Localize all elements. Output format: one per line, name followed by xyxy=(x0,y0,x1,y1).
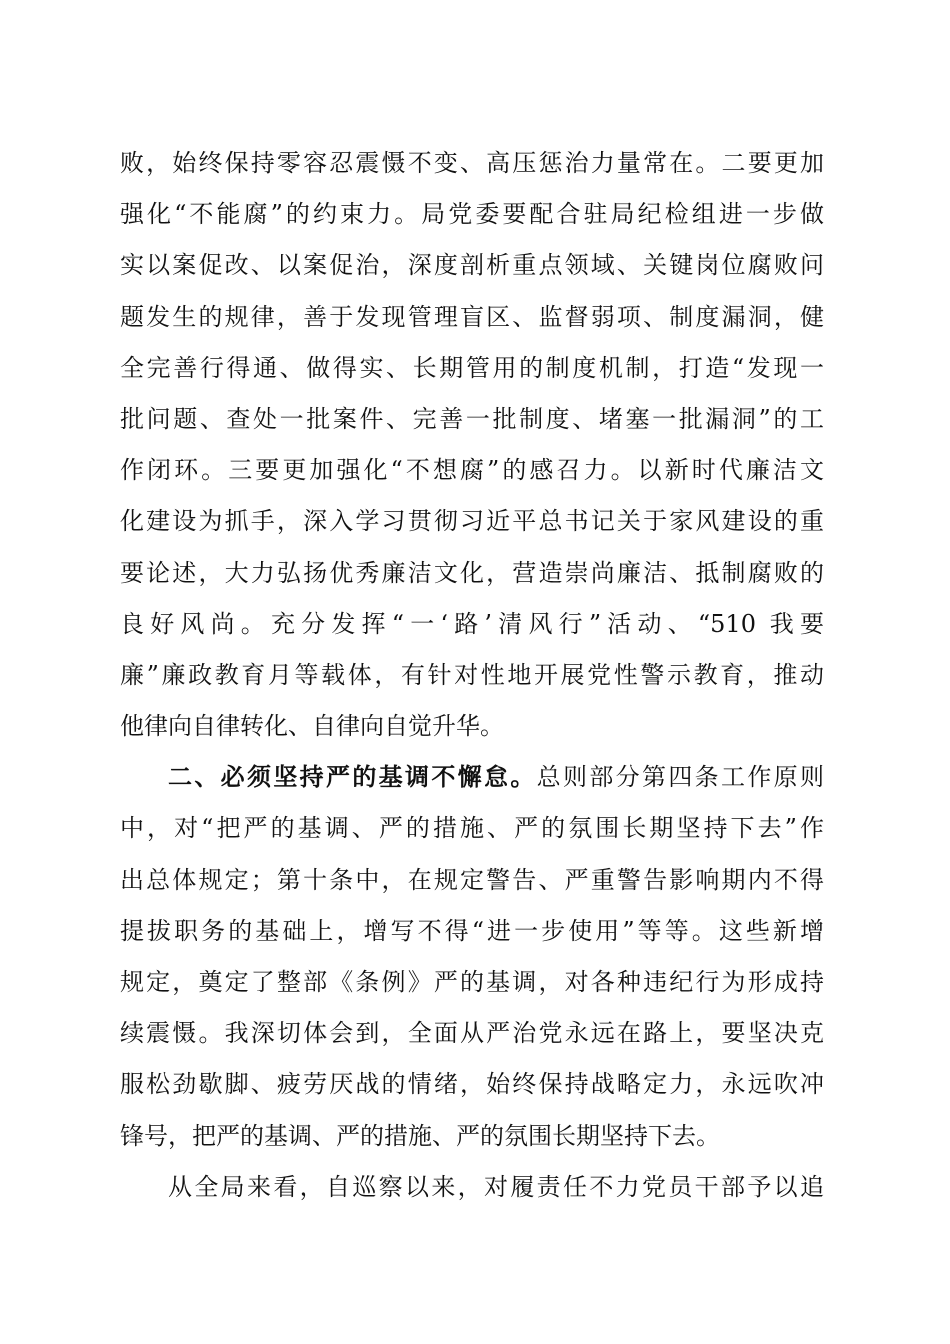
text-line: 全完善行得通、做得实、长期管用的制度机制，打造“发现一 xyxy=(120,353,824,382)
text-line: 败，始终保持零容忍震慑不变、高压惩治力量常在。二要更加 xyxy=(120,149,824,177)
text-line: 提拔职务的基础上，增写不得“进一步使用”等等。这些新增 xyxy=(120,916,824,945)
last-paragraph-line: 从全局来看，自巡察以来，对履责任不力党员干部予以追 xyxy=(168,1172,824,1201)
text-line: 续震慑。我深切体会到，全面从严治党永远在路上，要坚决克 xyxy=(120,1019,824,1048)
text-line: 强化“不能腐”的约束力。局党委要配合驻局纪检组进一步做 xyxy=(120,200,824,229)
text-line: 出总体规定；第十条中，在规定警告、严重警告影响期内不得 xyxy=(120,865,824,894)
section-2-first-line xyxy=(120,752,824,803)
text-line: 锋号，把严的基调、严的措施、严的氛围长期坚持下去。 xyxy=(120,1121,720,1150)
text-line: 服松劲歇脚、疲劳厌战的情绪，始终保持战略定力，永远吹冲 xyxy=(120,1070,824,1099)
section-2-first-line-text: 总则部分第四条工作原则 xyxy=(536,763,825,792)
text-line: 要论述，大力弘扬优秀廉洁文化，营造崇尚廉洁、抵制腐败的 xyxy=(120,558,824,587)
section-2-heading: 二、必须坚持严的基调不懈怠。 xyxy=(168,763,537,792)
text-line: 题发生的规律，善于发现管理盲区、监督弱项、制度漏洞，健 xyxy=(120,302,824,331)
text-line: 廉”廉政教育月等载体，有针对性地开展党性警示教育，推动 xyxy=(120,660,824,689)
text-line: 规定，奠定了整部《条例》严的基调，对各种违纪行为形成持 xyxy=(120,968,824,996)
text-line: 中，对“把严的基调、严的措施、严的氛围长期坚持下去”作 xyxy=(120,814,824,843)
text-line: 他律向自律转化、自律向自觉升华。 xyxy=(120,712,504,741)
text-line: 良好风尚。充分发挥“一‘路’清风行”活动、“510 我要 xyxy=(120,609,824,638)
text-line: 批问题、查处一批案件、完善一批制度、堵塞一批漏洞”的工 xyxy=(120,404,824,433)
text-line: 作闭环。三要更加强化“不想腐”的感召力。以新时代廉洁文 xyxy=(120,456,824,485)
text-line: 化建设为抓手，深入学习贯彻习近平总书记关于家风建设的重 xyxy=(120,507,824,536)
text-line: 实以案促改、以案促治，深度剖析重点领域、关键岗位腐败问 xyxy=(120,251,824,280)
document-body xyxy=(120,138,824,1213)
